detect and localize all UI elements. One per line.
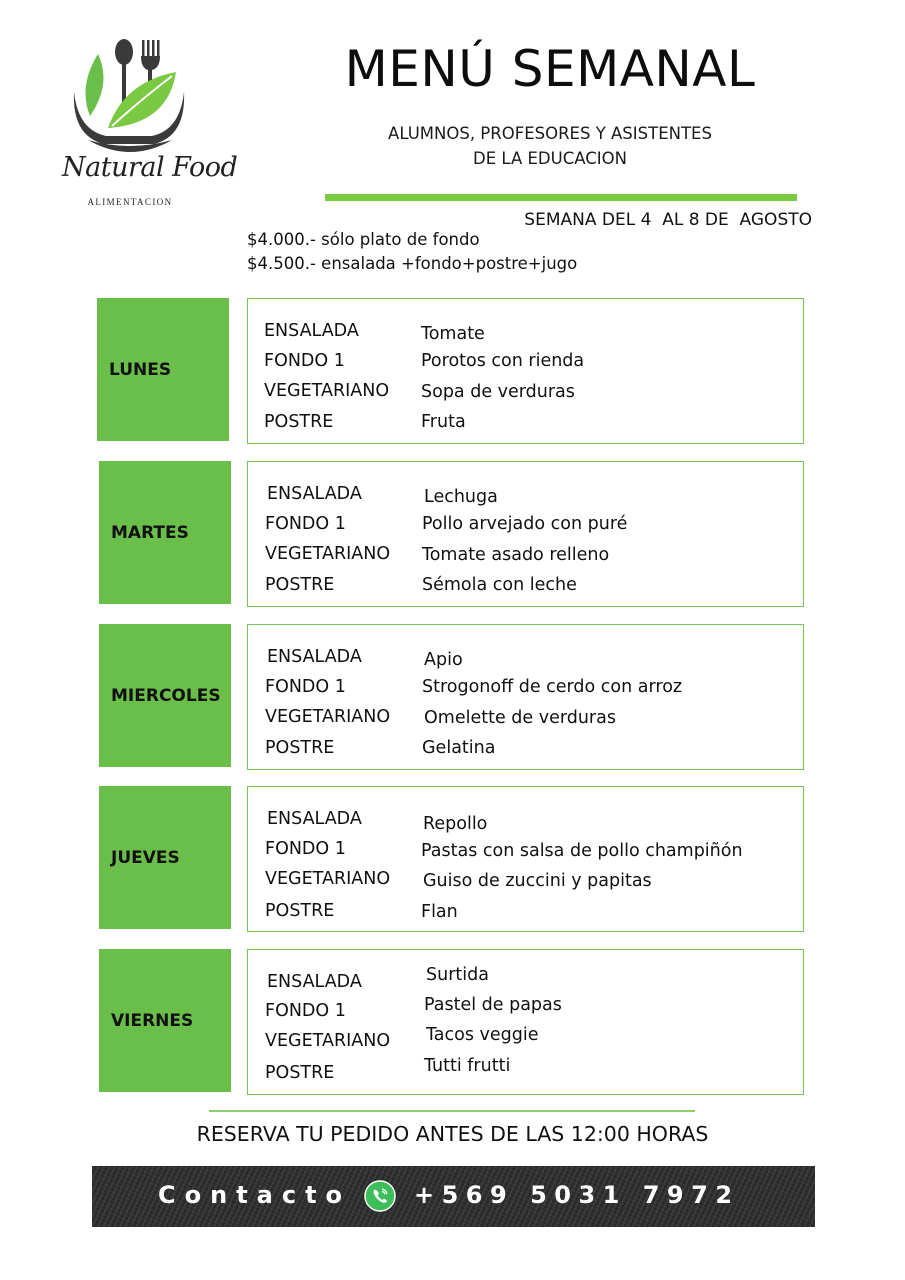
menu-row-vegetariano — [248, 869, 803, 891]
menu-category: VEGETARIANO — [265, 544, 391, 564]
menu-dish: Tomate — [421, 324, 485, 344]
day-name: JUEVES — [111, 847, 180, 868]
menu-dish: Sopa de verduras — [421, 382, 575, 402]
menu-row-vegetariano — [248, 544, 803, 566]
page-subtitle — [330, 121, 770, 171]
day-label-martes — [99, 461, 231, 604]
menu-category: POSTRE — [265, 901, 335, 921]
menu-dish: Surtida — [426, 965, 489, 985]
natural-food-logo-icon — [68, 36, 192, 212]
menu-row-ensalada — [248, 321, 803, 343]
menu-dish: Flan — [421, 902, 458, 922]
menu-category: FONDO 1 — [264, 351, 345, 371]
menu-row-postre — [248, 738, 803, 760]
menu-category: POSTRE — [265, 575, 335, 595]
menu-dish: Tutti frutti — [424, 1056, 511, 1076]
menu-category: ENSALADA — [264, 321, 359, 341]
menu-category: FONDO 1 — [265, 677, 346, 697]
price-full-menu: $4.500.- ensalada +fondo+postre+jugo — [247, 254, 578, 273]
menu-row-ensalada — [248, 965, 803, 992]
menu-row-vegetariano — [248, 381, 803, 403]
menu-category: VEGETARIANO — [265, 707, 391, 727]
price-main-dish: $4.000.- sólo plato de fondo — [247, 230, 480, 249]
menu-category: ENSALADA — [267, 647, 362, 667]
menu-category: POSTRE — [265, 738, 335, 758]
header-divider — [325, 194, 797, 201]
menu-category: POSTRE — [264, 412, 334, 432]
menu-dish: Pastas con salsa de pollo champiñón — [421, 841, 743, 861]
menu-category: ENSALADA — [267, 809, 362, 829]
menu-row-fondo — [248, 351, 803, 373]
day-name: LUNES — [109, 359, 172, 380]
menu-dish: Sémola con leche — [422, 575, 577, 595]
contact-label: Contacto — [158, 1181, 352, 1209]
subtitle-line-2: DE LA EDUCACION — [473, 149, 627, 168]
reservation-notice: RESERVA TU PEDIDO ANTES DE LAS 12:00 HORAS — [196, 1122, 709, 1146]
menu-row-postre — [248, 575, 803, 597]
menu-row-fondo — [248, 995, 803, 1023]
menu-row-ensalada — [248, 484, 803, 506]
menu-category: ENSALADA — [267, 972, 362, 992]
footer-divider — [209, 1110, 695, 1112]
menu-row-postre — [248, 901, 803, 923]
logo-brand-name: Natural Food — [62, 152, 238, 183]
day-label-jueves — [99, 786, 231, 929]
menu-row-ensalada — [248, 809, 803, 834]
page-title: MENÚ SEMANAL — [344, 40, 756, 98]
menu-category: VEGETARIANO — [265, 1031, 391, 1051]
menu-row-postre — [248, 412, 803, 434]
subtitle-line-1: ALUMNOS, PROFESORES Y ASISTENTES — [388, 124, 712, 143]
menu-dish: Strogonoff de cerdo con arroz — [422, 677, 683, 697]
menu-dish: Gelatina — [422, 738, 496, 758]
day-name: VIERNES — [111, 1010, 194, 1031]
day-menu-viernes — [247, 949, 804, 1095]
menu-dish: Tomate asado relleno — [422, 545, 610, 565]
menu-row-fondo — [248, 514, 803, 536]
week-range: SEMANA DEL 4 AL 8 DE AGOSTO — [524, 210, 812, 230]
day-label-lunes — [97, 298, 229, 441]
menu-dish: Tacos veggie — [426, 1025, 539, 1045]
contact-phone-number[interactable]: +569 5031 7972 — [414, 1181, 740, 1209]
menu-category: FONDO 1 — [265, 1001, 346, 1021]
menu-dish: Porotos con rienda — [421, 351, 585, 371]
day-name: MIERCOLES — [111, 685, 221, 706]
menu-row-postre — [248, 1056, 803, 1085]
menu-category: POSTRE — [265, 1063, 335, 1083]
menu-dish: Lechuga — [424, 487, 498, 507]
day-menu-jueves — [247, 786, 804, 932]
menu-dish: Pollo arvejado con puré — [422, 514, 628, 534]
menu-category: ENSALADA — [267, 484, 362, 504]
menu-dish: Repollo — [423, 814, 488, 834]
menu-row-vegetariano — [248, 1025, 803, 1053]
day-menu-martes — [247, 461, 804, 607]
menu-dish: Omelette de verduras — [424, 708, 616, 728]
menu-dish: Pastel de papas — [424, 995, 562, 1015]
day-label-viernes — [99, 949, 231, 1092]
day-menu-lunes — [247, 298, 804, 444]
logo-tagline: ALIMENTACION — [87, 197, 173, 207]
menu-row-fondo — [248, 839, 803, 861]
menu-category: VEGETARIANO — [265, 869, 391, 889]
menu-row-ensalada — [248, 647, 803, 669]
day-menu-miercoles — [247, 624, 804, 770]
menu-category: FONDO 1 — [265, 839, 346, 859]
whatsapp-phone-icon[interactable] — [364, 1180, 396, 1212]
menu-row-fondo — [248, 677, 803, 699]
menu-dish: Apio — [424, 650, 463, 670]
contact-bar — [92, 1166, 815, 1227]
day-name: MARTES — [111, 522, 189, 543]
menu-category: VEGETARIANO — [264, 381, 390, 401]
menu-dish: Fruta — [421, 412, 466, 432]
menu-dish: Guiso de zuccini y papitas — [423, 871, 652, 891]
menu-category: FONDO 1 — [265, 514, 346, 534]
menu-row-vegetariano — [248, 707, 803, 729]
day-label-miercoles — [99, 624, 231, 767]
